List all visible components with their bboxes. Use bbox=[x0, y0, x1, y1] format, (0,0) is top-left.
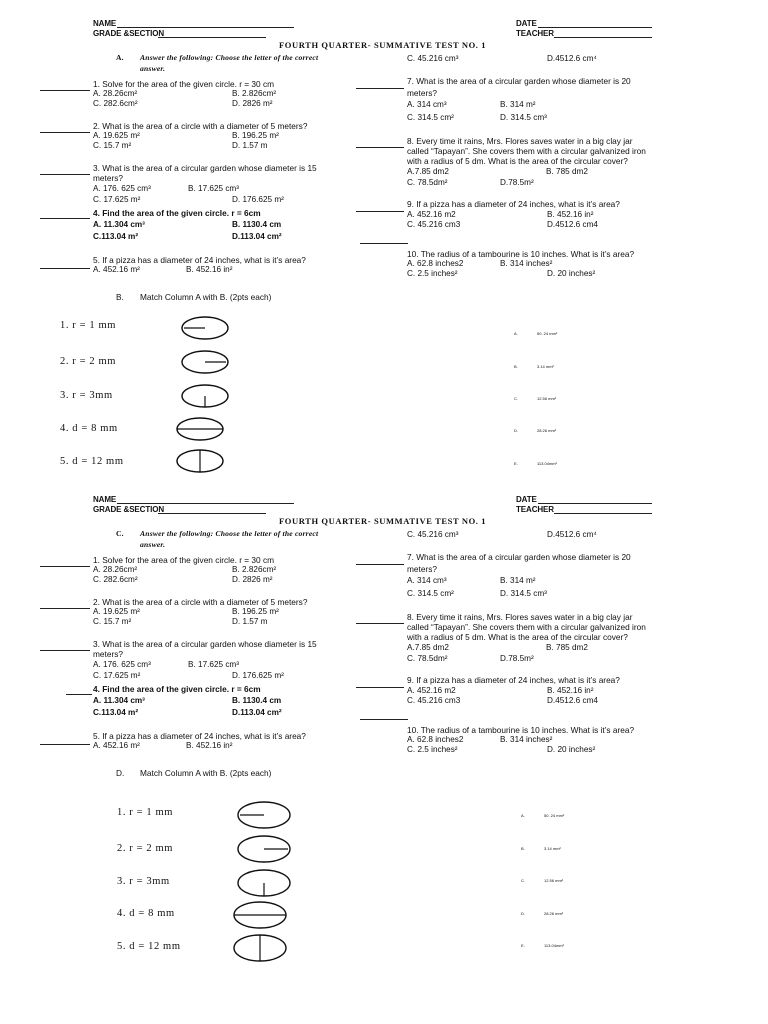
part-instruction-line2: answer. bbox=[140, 64, 166, 73]
option: B. 17.625 cm³ bbox=[188, 660, 239, 669]
match-instruction: Match Column A with B. (2pts each) bbox=[140, 292, 272, 302]
option: D.113.04 cm² bbox=[232, 708, 282, 717]
part-instruction-line1: Answer the following: Choose the letter of the correct bbox=[140, 53, 319, 62]
question-8: 8. Every time it rains, Mrs. Flores saves water in a big clay jar bbox=[407, 612, 633, 622]
date-label: DATE bbox=[516, 495, 537, 504]
column-b-value: 28.26 mm² bbox=[544, 911, 564, 916]
option: A.7.85 dm2 bbox=[407, 643, 449, 652]
column-b-value: 12.56 mm² bbox=[537, 396, 557, 401]
circle-diameter-diagram bbox=[175, 448, 225, 474]
option: D. 176.625 m² bbox=[232, 195, 284, 204]
date-blank[interactable] bbox=[538, 503, 652, 504]
column-a-item-5: 5. d = 12 mm bbox=[117, 941, 181, 952]
question-8-cont2: with a radius of 5 dm. What is the area of the circular cover? bbox=[407, 632, 628, 642]
column-a-item-3: 3. r = 3mm bbox=[117, 876, 170, 887]
question-4: 4. Find the area of the given circle. r = 6cm bbox=[93, 684, 261, 694]
question-10: 10. The radius of a tambourine is 10 inches. What is it’s area? bbox=[407, 249, 635, 259]
column-b-value: 12.56 mm² bbox=[544, 878, 564, 883]
test-title: FOURTH QUARTER- SUMMATIVE TEST NO. 1 bbox=[279, 40, 487, 50]
option: A. 19.625 m² bbox=[93, 131, 140, 140]
option: B. 452.16 in² bbox=[547, 686, 594, 695]
question-7-cont: meters? bbox=[407, 88, 437, 98]
column-a-item-5: 5. d = 12 mm bbox=[60, 456, 124, 467]
column-b-value: 113.04mm² bbox=[544, 943, 564, 948]
question-5: 5. If a pizza has a diameter of 24 inches, what is it’s area? bbox=[93, 731, 306, 741]
question-3: 3. What is the area of a circular garden whose diameter is 15 bbox=[93, 639, 317, 649]
column-b-letter: A. bbox=[521, 813, 525, 818]
column-b-value: 3.14 mm² bbox=[537, 364, 554, 369]
part-instruction-line2: answer. bbox=[140, 540, 166, 549]
option: A. 452.16 m² bbox=[93, 265, 140, 274]
option: C. 78.5dm² bbox=[407, 178, 448, 187]
date-blank[interactable] bbox=[538, 27, 652, 28]
option: C. 15.7 m² bbox=[93, 617, 132, 626]
answer-blank-q1[interactable] bbox=[40, 566, 90, 567]
column-a-item-3: 3. r = 3mm bbox=[60, 390, 113, 401]
option: C. 45.216 cm³ bbox=[407, 54, 459, 63]
answer-blank-q4[interactable] bbox=[66, 694, 92, 695]
option: C. 2.5 inches² bbox=[407, 745, 458, 754]
option: C. 45.216 cm3 bbox=[407, 220, 461, 229]
option: A. 19.625 m² bbox=[93, 607, 140, 616]
option: D. 20 inches² bbox=[547, 269, 596, 278]
answer-blank-q7[interactable] bbox=[356, 88, 404, 89]
option: A. 452.16 m2 bbox=[407, 210, 456, 219]
answer-blank-q5[interactable] bbox=[40, 268, 90, 269]
column-a-item-1: 1. r = 1 mm bbox=[117, 807, 173, 818]
column-b-value: 3.14 mm² bbox=[544, 846, 561, 851]
option: C. 45.216 cm3 bbox=[407, 696, 461, 705]
grade-section-blank[interactable] bbox=[158, 37, 266, 38]
option: B. 314 m² bbox=[500, 576, 536, 585]
answer-blank-q10[interactable] bbox=[360, 243, 408, 244]
question-9: 9. If a pizza has a diameter of 24 inches, what is it’s area? bbox=[407, 675, 620, 685]
column-b-letter: C. bbox=[514, 396, 518, 401]
part-letter: C. bbox=[116, 529, 124, 538]
test-title: FOURTH QUARTER- SUMMATIVE TEST NO. 1 bbox=[279, 516, 487, 526]
name-label: NAME bbox=[93, 19, 117, 28]
column-a-item-4: 4. d = 8 mm bbox=[117, 908, 175, 919]
option: A. 176. 625 cm³ bbox=[93, 184, 151, 193]
question-8-cont: called “Tapayan”. She covers them with a circular galvanized iron bbox=[407, 622, 646, 632]
option: A. 176. 625 cm³ bbox=[93, 660, 151, 669]
question-2: 2. What is the area of a circle with a diameter of 5 meters? bbox=[93, 121, 308, 131]
option: A. 28.26cm² bbox=[93, 89, 138, 98]
column-b-letter: B. bbox=[521, 846, 525, 851]
option: D. 1.57 m bbox=[232, 617, 268, 626]
option: D.4512.6 cm⁴ bbox=[547, 54, 597, 63]
question-3-cont: meters? bbox=[93, 649, 123, 659]
option: C. 17.625 m² bbox=[93, 195, 141, 204]
circle-radius-diagram bbox=[236, 800, 292, 830]
question-3-cont: meters? bbox=[93, 173, 123, 183]
question-8-cont: called “Tapayan”. She covers them with a circular galvanized iron bbox=[407, 146, 646, 156]
question-1: 1. Solve for the area of the given circle. r = 30 cm bbox=[93, 555, 275, 565]
part-letter: A. bbox=[116, 53, 124, 62]
option: C. 45.216 cm³ bbox=[407, 530, 459, 539]
answer-blank-q8[interactable] bbox=[356, 623, 404, 624]
option: A. 314 cm³ bbox=[407, 100, 447, 109]
teacher-label: TEACHER bbox=[516, 505, 554, 514]
option: A. 62.8 inches2 bbox=[407, 735, 464, 744]
answer-blank-q10[interactable] bbox=[360, 719, 408, 720]
option: A.7.85 dm2 bbox=[407, 167, 449, 176]
answer-blank-q3[interactable] bbox=[40, 650, 90, 651]
option: C. 17.625 m² bbox=[93, 671, 141, 680]
option: D.4512.6 cm4 bbox=[547, 696, 598, 705]
test-copy-1 bbox=[0, 0, 768, 500]
option: A. 314 cm³ bbox=[407, 576, 447, 585]
option: D.113.04 cm² bbox=[232, 232, 282, 241]
question-7-cont: meters? bbox=[407, 564, 437, 574]
column-b-letter: B. bbox=[514, 364, 518, 369]
option: D.4512.6 cm⁴ bbox=[547, 530, 597, 539]
option: B. 314 inches² bbox=[500, 259, 553, 268]
question-7: 7. What is the area of a circular garden whose diameter is 20 bbox=[407, 76, 631, 86]
option: C. 314.5 cm² bbox=[407, 589, 454, 598]
grade-section-label: GRADE &SECTION bbox=[93, 505, 165, 514]
answer-blank-q9[interactable] bbox=[356, 211, 404, 212]
option: A. 11.304 cm³ bbox=[93, 696, 145, 705]
answer-blank-q2[interactable] bbox=[40, 608, 90, 609]
answer-blank-q8[interactable] bbox=[356, 147, 404, 148]
option: C.113.04 m² bbox=[93, 708, 139, 717]
option: C. 78.5dm² bbox=[407, 654, 448, 663]
option: D.78.5m² bbox=[500, 654, 534, 663]
option: B. 1130.4 cm bbox=[232, 696, 282, 705]
option: D. 2826 m² bbox=[232, 99, 273, 108]
option: B. 452.16 in² bbox=[547, 210, 594, 219]
option: C. 314.5 cm² bbox=[407, 113, 454, 122]
option: A. 28.26cm² bbox=[93, 565, 138, 574]
option: C. 15.7 m² bbox=[93, 141, 132, 150]
column-a-item-1: 1. r = 1 mm bbox=[60, 320, 116, 331]
column-b-letter: D. bbox=[514, 428, 518, 433]
question-9: 9. If a pizza has a diameter of 24 inches, what is it’s area? bbox=[407, 199, 620, 209]
column-b-value: 50. 24 mm² bbox=[537, 331, 558, 336]
column-b-letter: E. bbox=[514, 461, 518, 466]
teacher-blank[interactable] bbox=[554, 37, 652, 38]
option: B. 314 inches² bbox=[500, 735, 553, 744]
option: C. 2.5 inches² bbox=[407, 269, 458, 278]
name-label: NAME bbox=[93, 495, 117, 504]
option: B. 1130.4 cm bbox=[232, 220, 282, 229]
option: D. 20 inches² bbox=[547, 745, 596, 754]
name-blank[interactable] bbox=[117, 27, 294, 28]
column-a-item-4: 4. d = 8 mm bbox=[60, 423, 118, 434]
option: D.78.5m² bbox=[500, 178, 534, 187]
option: A. 11.304 cm³ bbox=[93, 220, 145, 229]
question-3: 3. What is the area of a circular garden whose diameter is 15 bbox=[93, 163, 317, 173]
test-copy-2 bbox=[0, 476, 768, 976]
question-1: 1. Solve for the area of the given circle. r = 30 cm bbox=[93, 79, 275, 89]
circle-diameter-diagram bbox=[232, 900, 288, 930]
date-label: DATE bbox=[516, 19, 537, 28]
option: C. 282.6cm² bbox=[93, 99, 138, 108]
circle-radius-diagram bbox=[236, 868, 292, 898]
answer-blank-q9[interactable] bbox=[356, 687, 404, 688]
part-instruction-line1: Answer the following: Choose the letter of the correct bbox=[140, 529, 319, 538]
option: D. 314.5 cm³ bbox=[500, 113, 547, 122]
option: C. 282.6cm² bbox=[93, 575, 138, 584]
circle-diameter-diagram bbox=[232, 933, 288, 963]
question-8-cont2: with a radius of 5 dm. What is the area of the circular cover? bbox=[407, 156, 628, 166]
column-b-letter: C. bbox=[521, 878, 525, 883]
question-2: 2. What is the area of a circle with a diameter of 5 meters? bbox=[93, 597, 308, 607]
option: B. 196.25 m² bbox=[232, 607, 279, 616]
answer-blank-q2[interactable] bbox=[40, 132, 90, 133]
circle-radius-diagram bbox=[180, 315, 230, 341]
option: B. 452.16 in² bbox=[186, 265, 233, 274]
question-8: 8. Every time it rains, Mrs. Flores saves water in a big clay jar bbox=[407, 136, 633, 146]
column-b-letter: E. bbox=[521, 943, 525, 948]
answer-blank-q7[interactable] bbox=[356, 564, 404, 565]
answer-blank-q5[interactable] bbox=[40, 744, 90, 745]
part-letter-b: B. bbox=[116, 292, 124, 302]
option: C.113.04 m² bbox=[93, 232, 139, 241]
column-b-value: 50. 24 mm² bbox=[544, 813, 565, 818]
option: A. 452.16 m² bbox=[93, 741, 140, 750]
circle-radius-diagram bbox=[180, 383, 230, 409]
question-4: 4. Find the area of the given circle. r = 6cm bbox=[93, 208, 261, 218]
question-7: 7. What is the area of a circular garden whose diameter is 20 bbox=[407, 552, 631, 562]
answer-blank-q1[interactable] bbox=[40, 90, 90, 91]
answer-blank-q3[interactable] bbox=[40, 174, 90, 175]
option: A. 452.16 m2 bbox=[407, 686, 456, 695]
circle-diameter-diagram bbox=[175, 416, 225, 442]
option: B. 314 m² bbox=[500, 100, 536, 109]
name-blank[interactable] bbox=[117, 503, 294, 504]
option: B. 17.625 cm³ bbox=[188, 184, 239, 193]
circle-radius-diagram bbox=[180, 349, 230, 375]
option: D. 2826 m² bbox=[232, 575, 273, 584]
question-10: 10. The radius of a tambourine is 10 inches. What is it’s area? bbox=[407, 725, 635, 735]
circle-radius-diagram bbox=[236, 834, 292, 864]
option: D. 314.5 cm³ bbox=[500, 589, 547, 598]
part-letter-d: D. bbox=[116, 768, 125, 778]
grade-section-label: GRADE &SECTION bbox=[93, 29, 165, 38]
option: B. 785 dm2 bbox=[546, 167, 588, 176]
column-b-letter: A. bbox=[514, 331, 518, 336]
option: B. 2.826cm² bbox=[232, 89, 277, 98]
column-b-letter: D. bbox=[521, 911, 525, 916]
question-5: 5. If a pizza has a diameter of 24 inches, what is it’s area? bbox=[93, 255, 306, 265]
teacher-blank[interactable] bbox=[554, 513, 652, 514]
option: D. 176.625 m² bbox=[232, 671, 284, 680]
option: B. 452.16 in² bbox=[186, 741, 233, 750]
option: B. 196.25 m² bbox=[232, 131, 279, 140]
answer-blank-q4[interactable] bbox=[40, 218, 90, 219]
column-b-value: 28.26 mm² bbox=[537, 428, 557, 433]
column-a-item-2: 2. r = 2 mm bbox=[117, 843, 173, 854]
column-b-value: 113.04mm² bbox=[537, 461, 557, 466]
column-a-item-2: 2. r = 2 mm bbox=[60, 356, 116, 367]
option: B. 785 dm2 bbox=[546, 643, 588, 652]
teacher-label: TEACHER bbox=[516, 29, 554, 38]
option: D. 1.57 m bbox=[232, 141, 268, 150]
grade-section-blank[interactable] bbox=[158, 513, 266, 514]
match-instruction: Match Column A with B. (2pts each) bbox=[140, 768, 272, 778]
option: A. 62.8 inches2 bbox=[407, 259, 464, 268]
option: D.4512.6 cm4 bbox=[547, 220, 598, 229]
option: B. 2.826cm² bbox=[232, 565, 277, 574]
